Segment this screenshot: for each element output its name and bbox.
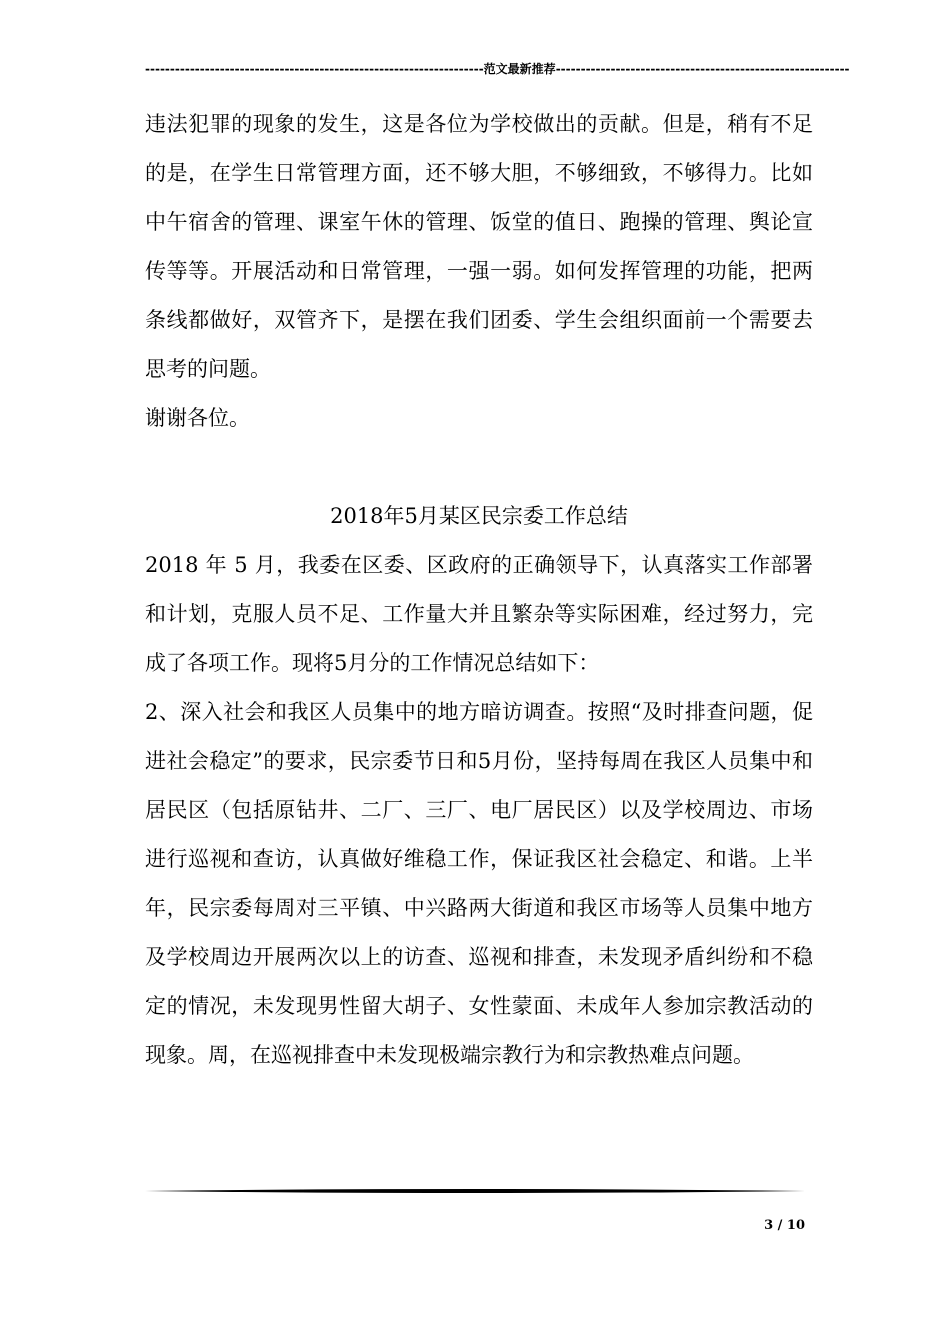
header-label: 范文最新推荐 [483,62,556,76]
header-dashes-right: ----------------------------------------------------------- [555,62,850,76]
section-title: 2018年5月某区民宗委工作总结 [330,504,628,528]
paragraph-intro: 2018 年 5 月，我委在区委、区政府的正确领导下，认真落实工作部署和计划，克服人员不足、工作量大并且繁杂等实际困难，经过努力，完成了各项工作。现将5月分的工作情况总结如下： [145,553,813,675]
paragraph-item-2: 2、深入社会和我区人员集中的地方暗访调查。按照“及时排查问题，促进社会稳定”的要求，民宗委节日和5月份，坚持每周在我区人员集中和居民区（包括原钻井、二厂、三厂、电厂居民区）以及学校周边、市场进行巡视和查访，认真做好维稳工作，保证我区社会稳定、和谐。上半年，民宗委每周对三平镇、中兴路两大街道和我区市场等人员集中地方及学校周边开展两次以上的访查、巡视和排查，未发现矛盾纠纷和不稳定的情况，未发现男性留大胡子、女性蒙面、未成年人参加宗教活动的现象。周，在巡视排查中未发现极端宗教行为和宗教热难点问题。 [145,700,813,1067]
document-body [145,100,813,1080]
paragraph-thanks: 谢谢各位。 [145,406,250,430]
header-dashes-left: -------------------------------------------------------------------- [145,62,484,76]
page-number: 3 / 10 [764,1218,805,1233]
blank-line [145,443,813,492]
page-header [145,60,850,77]
paragraph-continuation: 违法犯罪的现象的发生，这是各位为学校做出的贡献。但是，稍有不足的是，在学生日常管理方面，还不够大胆，不够细致，不够得力。比如中午宿舍的管理、课室午休的管理、饭堂的值日、跑操的管理、舆论宣传等等。开展活动和日常管理，一强一弱。如何发挥管理的功能，把两条线都做好，双管齐下，是摆在我们团委、学生会组织面前一个需要去思考的问题。 [145,112,813,381]
footer-rule [145,1188,805,1194]
